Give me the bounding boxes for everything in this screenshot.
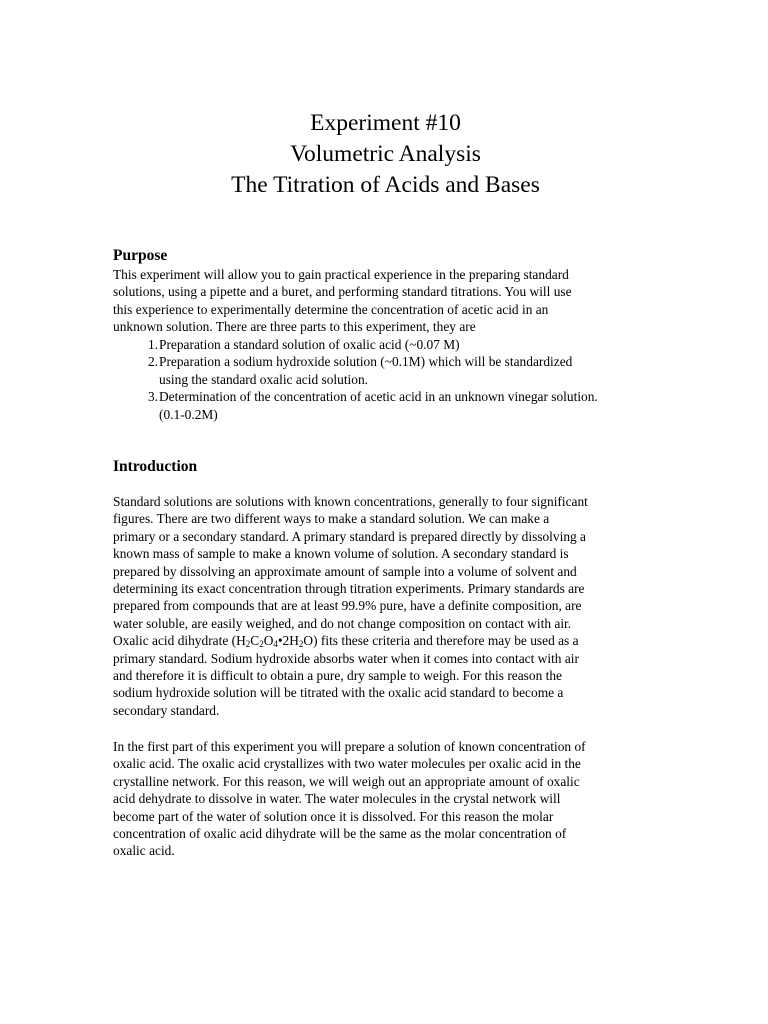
text-line: prepared from compounds that are at least 99.9% pure, have a definite composition, are — [113, 598, 582, 614]
introduction-heading: Introduction — [113, 458, 198, 475]
introduction-paragraph-1 — [113, 493, 658, 719]
text-line: primary standard. Sodium hydroxide absorbs water when it comes into contact with air — [113, 650, 579, 666]
purpose-paragraph — [113, 266, 658, 336]
text-line: and therefore it is difficult to obtain a pure, dry sample to weigh. For this reason the — [113, 668, 562, 684]
text-line: crystalline network. For this reason, we will weigh out an appropriate amount of oxalic — [113, 773, 580, 789]
text-line: primary or a secondary standard. A primary standard is prepared directly by dissolving a — [113, 528, 586, 544]
list-item-text: Preparation a sodium hydroxide solution (~0.1M) which will be standardized — [159, 354, 573, 370]
subscript: 2 — [298, 639, 304, 650]
text-line: This experiment will allow you to gain practical experience in the preparing standard — [113, 267, 569, 282]
subscript: 2 — [259, 639, 264, 650]
formula-text: Oxalic acid dihydrate (H — [113, 633, 246, 649]
formula-text: O) fits these criteria and therefore may be used as a — [303, 633, 579, 649]
title-line-2: Volumetric Analysis — [290, 141, 481, 167]
text-line: figures. There are two different ways to make a standard solution. We can make a — [113, 511, 550, 527]
list-item-text: (0.1-0.2M) — [159, 406, 218, 422]
text-line: this experience to experimentally determine the concentration of acetic acid in an — [113, 301, 549, 317]
text-line: water soluble, are easily weighed, and do not change composition on contact with air. — [113, 615, 572, 631]
list-number: 2. — [147, 354, 158, 370]
formula-text: O — [263, 633, 274, 649]
list-item — [113, 388, 658, 423]
text-line: oxalic acid. — [113, 843, 175, 859]
text-line: In the first part of this experiment you will prepare a solution of known concentration of — [113, 739, 586, 754]
text-line: known mass of sample to make a known volume of solution. A secondary standard is — [113, 546, 569, 562]
purpose-heading: Purpose — [113, 247, 168, 264]
list-number: 3. — [147, 389, 158, 405]
subscript: 2 — [245, 639, 251, 650]
text-line: Standard solutions are solutions with known concentrations, generally to four significant — [113, 494, 588, 509]
text-line: become part of the water of solution once it is dissolved. For this reason the molar — [113, 808, 554, 824]
text-line: unknown solution. There are three parts to this experiment, they are — [113, 319, 476, 335]
list-item-text: Preparation a standard solution of oxalic acid (~0.07 M) — [159, 337, 460, 352]
subscript: 4 — [273, 639, 278, 650]
introduction-paragraph-2 — [113, 738, 658, 860]
text-line: prepared by dissolving an approximate amount of sample into a volume of solvent and — [113, 563, 577, 579]
list-number: 1. — [147, 337, 158, 352]
text-line: concentration of oxalic acid dihydrate will be the same as the molar concentration of — [113, 826, 567, 842]
list-item-text: using the standard oxalic acid solution. — [159, 371, 368, 387]
document-title — [113, 108, 658, 201]
text-line: secondary standard. — [113, 702, 220, 718]
purpose-list — [113, 336, 658, 423]
formula-text: •2H — [277, 633, 299, 649]
formula-line — [113, 632, 658, 649]
text-line: solutions, using a pipette and a buret, and performing standard titrations. You will use — [113, 284, 572, 300]
formula-text: C — [250, 633, 260, 649]
text-line: acid dehydrate to dissolve in water. The water molecules in the crystal network will — [113, 791, 561, 807]
list-item-text: Determination of the concentration of acetic acid in an unknown vinegar solution. — [159, 389, 598, 405]
text-line: sodium hydroxide solution will be titrated with the oxalic acid standard to become a — [113, 685, 564, 701]
title-line-1: Experiment #10 — [310, 110, 461, 136]
text-line: determining its exact concentration through titration experiments. Primary standards are — [113, 581, 585, 597]
text-line: oxalic acid. The oxalic acid crystallizes with two water molecules per oxalic acid in the — [113, 756, 581, 772]
title-line-3: The Titration of Acids and Bases — [231, 172, 540, 198]
list-item — [113, 353, 658, 388]
list-item — [113, 336, 658, 353]
